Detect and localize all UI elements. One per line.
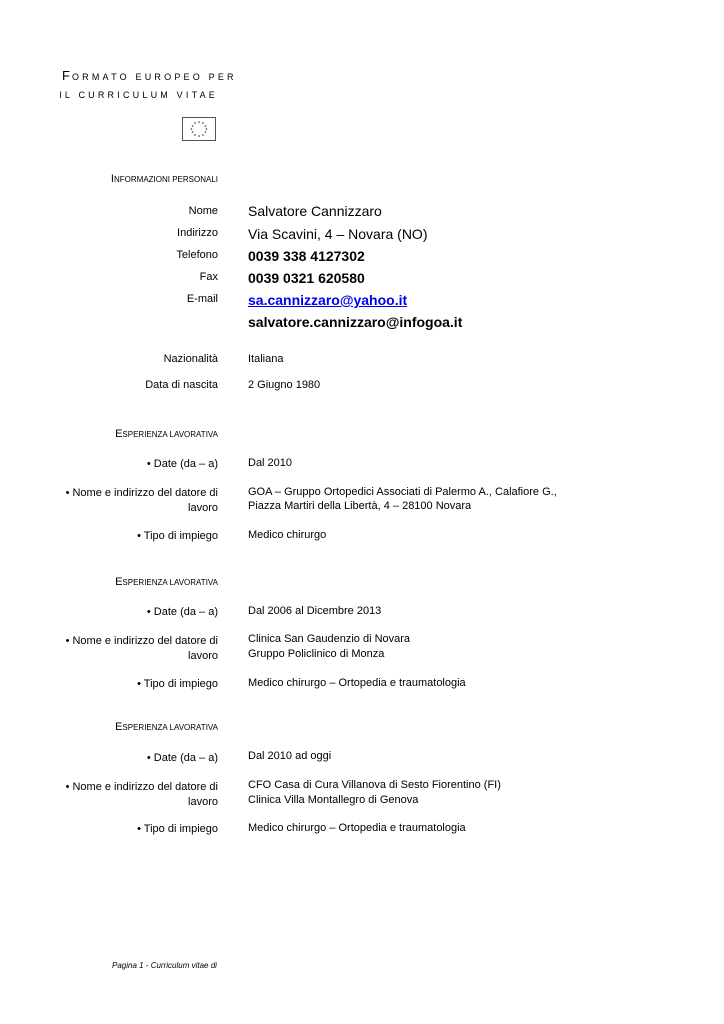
label-employer: • Nome e indirizzo del datore di lavoro	[65, 487, 218, 514]
section-personal-info	[111, 173, 218, 185]
title-rest: ORMATO EUROPEO PER	[71, 72, 237, 82]
value-nascita: 2 Giugno 1980	[248, 379, 321, 391]
label-indirizzo: Indirizzo	[177, 227, 218, 239]
label-date: • Date (da – a)	[146, 458, 218, 470]
value-employer-line2: Clinica Villa Montallegro di Genova	[248, 794, 419, 806]
label-fax: Fax	[199, 271, 218, 283]
label-nascita: Data di nascita	[145, 379, 218, 391]
section-initial: E	[115, 576, 123, 588]
section-rest: SPERIENZA LAVORATIVA	[122, 578, 218, 587]
title-initial: F	[62, 68, 72, 83]
value-date: Dal 2006 al Dicembre 2013	[248, 605, 382, 617]
label-nome: Nome	[188, 205, 218, 217]
cv-title-line2: IL CURRICULUM VITAE	[59, 90, 218, 100]
label-email: E-mail	[186, 293, 218, 305]
page-footer: Pagina 1 - Curriculum vitae di	[112, 961, 217, 970]
section-initial: E	[115, 721, 123, 733]
label-nazionalita: Nazionalità	[163, 353, 218, 365]
value-type: Medico chirurgo – Ortopedia e traumatologia	[248, 677, 466, 689]
value-employer-line2: Gruppo Policlinico di Monza	[248, 648, 385, 660]
label-type: • Tipo di impiego	[137, 530, 218, 542]
section-rest: SPERIENZA LAVORATIVA	[122, 723, 218, 732]
value-indirizzo: Via Scavini, 4 – Novara (NO)	[248, 226, 428, 242]
value-employer-line1: Clinica San Gaudenzio di Novara	[248, 633, 411, 645]
section-initial: I	[110, 173, 114, 185]
section-rest: SPERIENZA LAVORATIVA	[122, 430, 218, 439]
section-experience-2	[115, 576, 218, 588]
section-initial: E	[115, 428, 123, 440]
value-email-1[interactable]	[248, 293, 407, 308]
value-type: Medico chirurgo	[248, 529, 327, 541]
label-date: • Date (da – a)	[146, 606, 218, 618]
value-date: Dal 2010	[248, 457, 293, 469]
email-link[interactable]: sa.cannizzaro@yahoo.it	[248, 292, 408, 308]
label-type: • Tipo di impiego	[137, 678, 218, 690]
value-nazionalita: Italiana	[248, 353, 284, 365]
value-email-2: salvatore.cannizzaro@infogoa.it	[248, 314, 463, 330]
section-rest: NFORMAZIONI PERSONALI	[113, 175, 218, 184]
value-fax: 0039 0321 620580	[248, 270, 365, 286]
cv-title-line1	[62, 68, 237, 83]
label-date: • Date (da – a)	[146, 752, 218, 764]
value-date: Dal 2010 ad oggi	[248, 750, 332, 762]
eu-flag-icon	[182, 117, 216, 141]
value-type: Medico chirurgo – Ortopedia e traumatologia	[248, 822, 466, 834]
section-experience-1	[115, 428, 218, 440]
label-telefono: Telefono	[176, 249, 218, 261]
value-employer-line2: Piazza Martiri della Libertà, 4 – 28100 Novara	[248, 500, 472, 512]
value-telefono: 0039 338 4127302	[248, 248, 365, 264]
label-employer: • Nome e indirizzo del datore di lavoro	[65, 781, 218, 808]
label-type: • Tipo di impiego	[137, 823, 218, 835]
value-employer-line1: CFO Casa di Cura Villanova di Sesto Fiorentino (FI)	[248, 779, 501, 791]
section-experience-3	[115, 721, 218, 733]
value-nome: Salvatore Cannizzaro	[248, 203, 382, 219]
value-employer-line1: GOA – Gruppo Ortopedici Associati di Palermo A., Calafiore G.,	[248, 486, 557, 498]
label-employer: • Nome e indirizzo del datore di lavoro	[65, 635, 218, 662]
